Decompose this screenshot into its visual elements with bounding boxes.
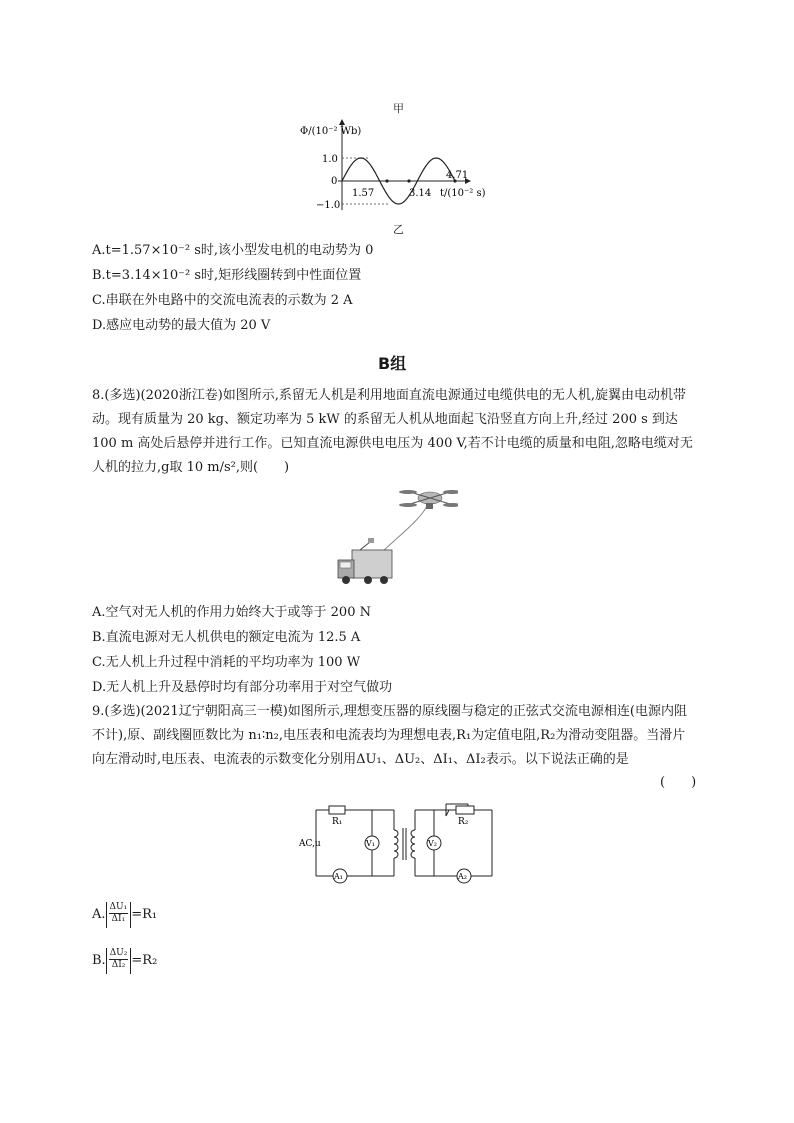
q9-option-b-prefix: B. bbox=[92, 953, 106, 968]
y-tick-max: 1.0 bbox=[322, 154, 338, 165]
q9-option-b-fraction bbox=[109, 948, 129, 971]
group-b-title: B组 bbox=[378, 354, 407, 373]
x-axis-label: t/(10⁻² s) bbox=[440, 188, 486, 199]
ac-source-label: AC,u bbox=[299, 839, 321, 849]
q9-option-a-prefix: A. bbox=[92, 907, 106, 922]
q8-option-a: A.空气对无人机的作用力始终大于或等于 200 N bbox=[92, 605, 371, 620]
x-tick-1: 1.57 bbox=[352, 188, 375, 199]
a2-label: A₂ bbox=[458, 872, 467, 881]
drone-icon bbox=[399, 490, 458, 509]
q8-option-b: B.直流电源对无人机供电的额定电流为 12.5 A bbox=[92, 630, 361, 645]
resistor-r2 bbox=[456, 806, 474, 814]
tick-dot-1 bbox=[385, 179, 388, 182]
a1-label: A₁ bbox=[334, 872, 343, 881]
q9-option-a bbox=[92, 900, 157, 930]
truck-icon bbox=[338, 538, 392, 584]
y-tick-zero: 0 bbox=[331, 176, 338, 187]
q9-answer-paren: ( ) bbox=[660, 775, 697, 790]
v2-label: V₂ bbox=[428, 839, 437, 848]
x-tick-3: 4.71 bbox=[446, 170, 469, 181]
q9-option-a-numerator: ΔU₁ bbox=[109, 902, 128, 912]
flux-time-graph bbox=[300, 112, 500, 214]
q9-option-b bbox=[92, 946, 157, 976]
q9-option-a-rhs: =R₁ bbox=[131, 907, 158, 922]
q9-option-a-fraction bbox=[109, 902, 129, 925]
q9-option-a-abs bbox=[106, 902, 132, 928]
q7-option-a: A.t=1.57×10⁻² s时,该小型发电机的电动势为 0 bbox=[92, 243, 374, 258]
tick-dot-2 bbox=[407, 179, 410, 182]
q8-option-d: D.无人机上升及悬停时均有部分功率用于对空气做功 bbox=[92, 680, 393, 695]
r2-label: R₂ bbox=[458, 817, 469, 827]
drone-truck-illustration bbox=[330, 482, 458, 594]
q9-option-b-abs bbox=[106, 948, 132, 974]
q7-option-b: B.t=3.14×10⁻² s时,矩形线圈转到中性面位置 bbox=[92, 268, 362, 283]
graph-top-label: 甲 bbox=[393, 102, 404, 115]
r1-label: R₁ bbox=[332, 817, 343, 827]
q9-option-a-denominator: ΔI₁ bbox=[111, 914, 126, 924]
q9-option-b-numerator: ΔU₂ bbox=[109, 948, 128, 958]
q8-option-c: C.无人机上升过程中消耗的平均功率为 100 W bbox=[92, 655, 361, 670]
resistor-r1 bbox=[329, 806, 345, 814]
q9-option-b-rhs: =R₂ bbox=[131, 953, 158, 968]
q9-question: 9.(多选)(2021辽宁朝阳高三一模)如图所示,理想变压器的原线圈与稳定的正弦式交流电源相连(电源内阻不计),原、副线圈匝数比为 n₁∶n₂,电压表和电流表均为理想电表,R₁为定值电阻,R₂为滑动变阻器。当滑片向左滑动时,电压表、电流表的示数变化分别用ΔU₁、ΔU₂、ΔI₁、ΔI₂表示。以下说法正确的是 bbox=[92, 704, 687, 767]
q8-question: 8.(多选)(2020浙江卷)如图所示,系留无人机是利用地面直流电源通过电缆供电的无人机,旋翼由电动机带动。现有质量为 20 kg、额定功率为 5 kW 的系留无人机从地面起飞沿竖直方向上升,经过 200 s 到达 100 m 高处后悬停并进行工作。已知直流电源供电电压为 400 V,若不计电缆的质量和电阻,忽略电缆对无人机的拉力,g取 10 m/s²,则( ) bbox=[92, 388, 693, 475]
y-axis-label: Φ/(10⁻² Wb) bbox=[300, 126, 362, 137]
q7-option-c: C.串联在外电路中的交流电流表的示数为 2 A bbox=[92, 293, 353, 308]
q9-option-b-denominator: ΔI₂ bbox=[111, 960, 126, 970]
graph-bottom-label: 乙 bbox=[393, 223, 404, 236]
x-tick-2: 3.14 bbox=[409, 188, 432, 199]
q7-option-d: D.感应电动势的最大值为 20 V bbox=[92, 318, 271, 333]
y-tick-min: −1.0 bbox=[316, 200, 341, 211]
v1-label: V₁ bbox=[366, 839, 375, 848]
transformer-circuit bbox=[296, 800, 496, 884]
